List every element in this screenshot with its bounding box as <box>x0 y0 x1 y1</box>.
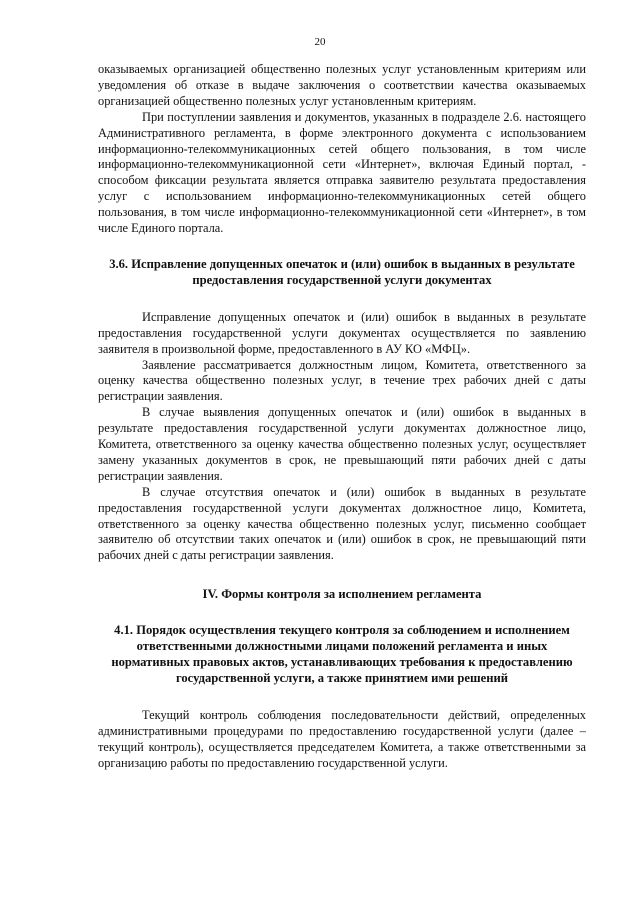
paragraph: При поступлении заявления и документов, указанных в подразделе 2.6. настоящего Административного регламента, в форме электронного документа с использованием информационно-телекоммуникационных сетей общего пользования, в том числе информационно-телекоммуникационной сети «Интернет», включая Единый портал, - способом фиксации результата является отправка заявителю результата предоставления услуг с использованием информационно-телекоммуникационных сетей общего пользования, в том числе информационно-телекоммуникационной сети «Интернет», в том числе Единого портала. <box>98 109 586 236</box>
page-number: 20 <box>314 36 326 48</box>
paragraph: Исправление допущенных опечаток и (или) ошибок в выданных в результате предоставления государственной услуги документах осуществляется по заявлению заявителя в произвольной форме, предоставленного в АУ КО «МФЦ». <box>98 309 586 356</box>
chapter-heading-iv: IV. Формы контроля за исполнением регламента <box>202 587 482 602</box>
page-body <box>98 62 586 771</box>
section-heading-3-6: 3.6. Исправление допущенных опечаток и (или) ошибок в выданных в результате предоставления государственной услуги документах <box>109 256 575 287</box>
section-heading-4-1: 4.1. Порядок осуществления текущего контроля за соблюдением и исполнением ответственными должностными лицами положений регламента и иных нормативных правовых актов, устанавливающих требования к предоставлению государственной услуги, а также принятием ими решений <box>111 623 573 685</box>
paragraph: Текущий контроль соблюдения последовательности действий, определенных административными процедурами по предоставлению государственной услуги (далее – текущий контроль), осуществляется председателем Комитета, а также ответственными за организацию работы по предоставлению государственной услуги. <box>98 707 586 770</box>
paragraph: оказываемых организацией общественно полезных услуг установленным критериям или уведомления об отказе в выдаче заключения о соответствии качества оказываемых организацией общественно полезных услуг установленным критериям. <box>98 62 586 108</box>
paragraph: В случае отсутствия опечаток и (или) ошибок в выданных в результате предоставления государственной услуги документах должностное лицо, Комитета, ответственного за оценку качества общественно полезных услуг, письменно сообщает заявителю об отсутствии таких опечаток и (или) ошибок в срок, не превышающий пяти рабочих дней с даты регистрации заявления. <box>98 484 586 563</box>
paragraph: В случае выявления допущенных опечаток и (или) ошибок в выданных в результате предоставления государственной услуги документах должностное лицо, Комитета, ответственного за оценку качества общественно полезных услуг, осуществляет замену указанных документов в срок, не превышающий пяти рабочих дней с даты регистрации заявления. <box>98 405 586 483</box>
paragraph: Заявление рассматривается должностным лицом, Комитета, ответственного за оценку качества общественно полезных услуг, в течение трех рабочих дней с даты регистрации заявления. <box>98 357 586 404</box>
